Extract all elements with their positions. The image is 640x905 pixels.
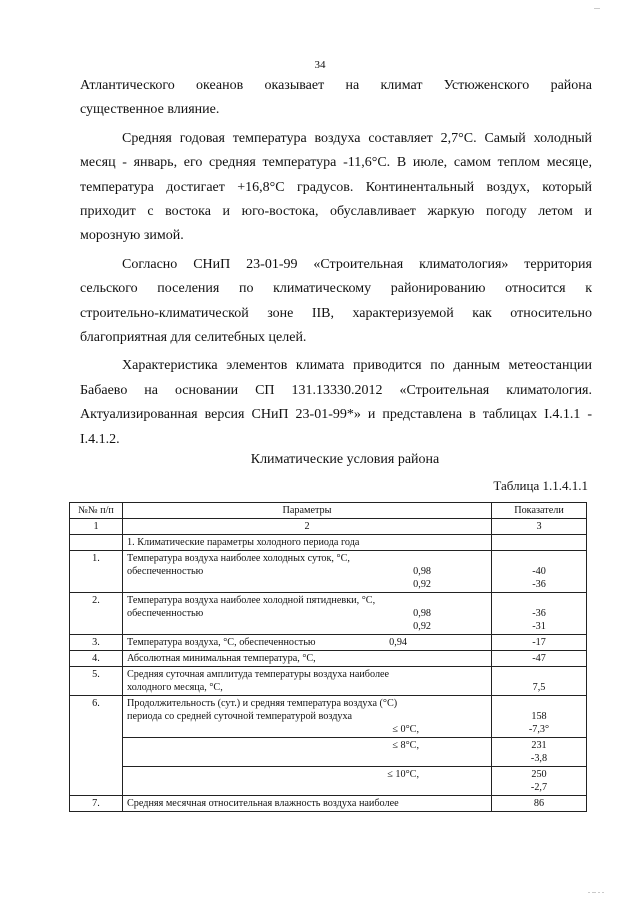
row-text: Температура воздуха, °С, обеспеченностью: [127, 637, 316, 648]
table-row: [70, 635, 587, 651]
row-value: 231 -3,8: [492, 738, 587, 767]
paragraph-3-line-4: благоприятная для селитебных целей.: [80, 330, 307, 346]
paragraph-2-line-5: морозную зимой.: [80, 228, 184, 244]
row-num: 5.: [70, 667, 123, 696]
row-value: 86: [492, 796, 587, 812]
paragraph-2-line-4: приходит с востока и юго-востока, обуславливает жаркую погоду летом и: [80, 204, 592, 220]
paragraph-3-line-1: Согласно СНиП 23-01-99 «Строительная климатология» территория: [122, 256, 592, 272]
paragraph-3-line-3: строительно-климатической зоне IIВ, характеризуемой как относительно: [80, 305, 592, 321]
row-param: [123, 593, 492, 635]
colnum-1: 1: [70, 519, 123, 535]
page-number: 34: [314, 59, 326, 71]
table-row: [70, 651, 587, 667]
row-value: -36 -31: [492, 593, 587, 635]
header-values: Показатели: [492, 503, 587, 519]
row-cond: ≤ 0°С,: [392, 724, 419, 735]
row-prob-2: 0,92: [413, 621, 431, 632]
colnum-3: 3: [492, 519, 587, 535]
paragraph-2-line-2: месяц - январь, его средняя температура -11,6°С. В июле, самом теплом месяце,: [80, 155, 592, 171]
row-num: 2.: [70, 593, 123, 635]
table-row: [70, 696, 587, 738]
row-text: Температура воздуха наиболее холодной пятидневки, °С,: [127, 595, 376, 606]
paragraph-1-line-1: Атлантического океанов оказывает на климат Устюженского района: [80, 78, 592, 93]
paragraph-2-line-3: температура достигает +16,8°С градусов. Континентальный воздух, который: [80, 179, 592, 195]
row-sub: обеспеченностью: [127, 566, 204, 577]
table-row: [70, 796, 587, 812]
row-text: Температура воздуха наиболее холодных суток, °С,: [127, 553, 350, 564]
body-text: [80, 74, 592, 452]
row-sub: обеспеченностью: [127, 608, 204, 619]
row-value: 158 -7,3°: [492, 696, 587, 738]
row-value: 250 -2,7: [492, 767, 587, 796]
row-num: 3.: [70, 635, 123, 651]
row-cond: ≤ 10°С,: [387, 769, 419, 780]
row-param: [123, 738, 492, 767]
table-colnum-row: [70, 519, 587, 535]
row-num: 6.: [70, 696, 123, 796]
row-param: [123, 667, 492, 696]
row-prob-1: 0,98: [413, 566, 431, 577]
table-caption: Климатические условия района: [250, 452, 440, 467]
row-text: Средняя суточная амплитуда температуры воздуха наиболее: [127, 669, 390, 680]
row-text-2: холодного месяца, °С,: [127, 682, 223, 693]
row-num: 7.: [70, 796, 123, 812]
row-text: Абсолютная минимальная температура, °С,: [123, 651, 492, 667]
corner-mark-bottom: . .. . .: [588, 886, 604, 895]
row-param: [123, 767, 492, 796]
table-row: [70, 667, 587, 696]
row-param: [123, 635, 492, 651]
climate-table: [69, 502, 587, 812]
row-text-2: периода со средней суточной температурой воздуха: [127, 711, 352, 722]
row-cond: ≤ 8°С,: [392, 740, 419, 751]
paragraph-4-line-1: Характеристика элементов климата приводится по данным метеостанции: [122, 358, 592, 374]
table-row: [70, 551, 587, 593]
header-num: №№ п/п: [70, 503, 123, 519]
row-text: Продолжительность (сут.) и средняя температура воздуха (°С): [127, 698, 398, 709]
paragraph-2-line-1: Средняя годовая температура воздуха составляет 2,7°С. Самый холодный: [122, 130, 592, 146]
section-title: 1. Климатические параметры холодного периода года: [123, 535, 492, 551]
header-params: Параметры: [123, 503, 492, 519]
table-section-row: [70, 535, 587, 551]
paragraph-4-line-4: I.4.1.2.: [80, 431, 120, 447]
table-header-row: [70, 503, 587, 519]
paragraph-4-line-2: Бабаево на основании СП 131.13330.2012 «Строительная климатология.: [80, 382, 592, 398]
row-text: Средняя месячная относительная влажность воздуха наиболее: [123, 796, 492, 812]
row-prob-2: 0,92: [413, 579, 431, 590]
table-subrow: [70, 767, 587, 796]
table-subrow: [70, 738, 587, 767]
paragraph-1-line-2: существенное влияние.: [80, 102, 220, 118]
paragraph-4-line-3: Актуализированная версия СНиП 23-01-99*» и представлена в таблицах I.4.1.1 -: [80, 407, 592, 423]
corner-mark-top: ...: [594, 2, 600, 11]
row-value: -17: [492, 635, 587, 651]
paragraph-3-line-2: сельского поселения по климатическому районированию относится к: [80, 281, 592, 297]
row-prob-1: 0,98: [413, 608, 431, 619]
colnum-2: 2: [123, 519, 492, 535]
row-param: [123, 696, 492, 738]
row-value: -47: [492, 651, 587, 667]
row-prob-1: 0,94: [389, 637, 407, 648]
table-number: Таблица 1.1.4.1.1: [493, 478, 588, 493]
row-num: 4.: [70, 651, 123, 667]
row-value: -40 -36: [492, 551, 587, 593]
row-param: [123, 551, 492, 593]
row-value: 7,5: [492, 667, 587, 696]
table-row: [70, 593, 587, 635]
row-num: 1.: [70, 551, 123, 593]
